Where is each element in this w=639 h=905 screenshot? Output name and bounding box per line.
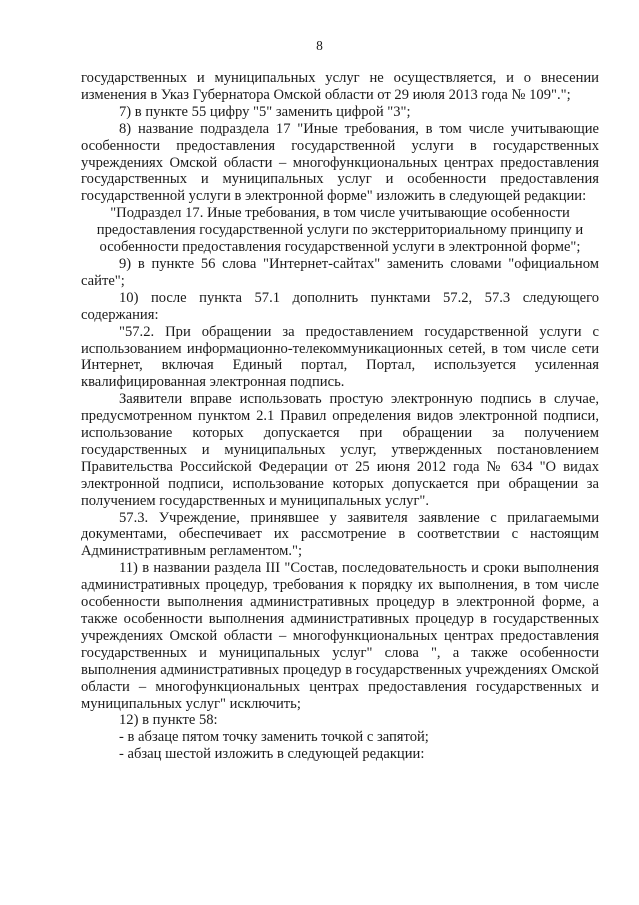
paragraph-item-10: 10) после пункта 57.1 дополнить пунктами 57.2, 57.3 следующего содержания: [81, 289, 599, 323]
paragraph-item-8: 8) название подраздела 17 "Иные требования, в том числе учитывающие особенности предоставления государственной услуги в государственных учреждениях Омской области – многофункциональных центрах предоставления государственных и муниципальных услуг и особенности предоставления государственной услуги в электронной форме" изложить в следующей редакции: [81, 120, 599, 205]
paragraph-item-9: 9) в пункте 56 слова "Интернет-сайтах" заменить словами "официальном сайте"; [81, 255, 599, 289]
paragraph-57-3: 57.3. Учреждение, принявшее у заявителя заявление с прилагаемыми документами, обеспечивает их рассмотрение в соответствии с настоящим Административным регламентом."; [81, 509, 599, 560]
paragraph-simple-signature: Заявители вправе использовать простую электронную подпись в случае, предусмотренном пунктом 2.1 Правил определения видов электронной подписи, использование которых допускается при обращении за получением государственных и муниципальных услуг, утвержденных постановлением Правительства Российской Федерации от 25 июня 2012 года № 634 "О видах электронной подписи, использование которых допускается при обращении за получением государственных и муниципальных услуг". [81, 391, 599, 509]
paragraph-item-7: 7) в пункте 55 цифру "5" заменить цифрой "3"; [119, 103, 411, 120]
paragraph-item-11: 11) в названии раздела III "Состав, последовательность и сроки выполнения административных процедур, требования к порядку их выполнения, в том числе особенности выполнения административных процедур в электронной форме, а также особенности выполнения административных процедур в государственных учреждениях Омской области – многофункциональных центрах предоставления государственных и муниципальных услуг" слова ", а также особенности выполнения административных процедур в государственных учреждениях Омской области – многофункциональных центрах предоставления государственных и муниципальных услуг" исключить; [81, 560, 599, 712]
paragraph-abzac-5: - в абзаце пятом точку заменить точкой с запятой; [119, 729, 429, 746]
page-number: 8 [316, 38, 323, 53]
paragraph-abzac-6: - абзац шестой изложить в следующей редакции: [119, 746, 425, 763]
paragraph-item-12: 12) в пункте 58: [119, 712, 218, 729]
document-body [81, 70, 599, 763]
paragraph-57-2: "57.2. При обращении за предоставлением государственной услуги с использованием информационно-телекоммуникационных сетей, в том числе сети Интернет, включая Единый портал, Портал, используется усиленная квалифицированная электронная подпись. [81, 323, 599, 391]
paragraph-subsection-17-title: "Подраздел 17. Иные требования, в том числе учитывающие особенности предоставления государственной услуги по экстерриториальному принципу и особенности предоставления государственной услуги в электронной форме"; [96, 205, 584, 256]
paragraph-continuation: государственных и муниципальных услуг не осуществляется, и о внесении изменения в Указ Губернатора Омской области от 29 июля 2013 года № 109"."; [81, 70, 599, 103]
